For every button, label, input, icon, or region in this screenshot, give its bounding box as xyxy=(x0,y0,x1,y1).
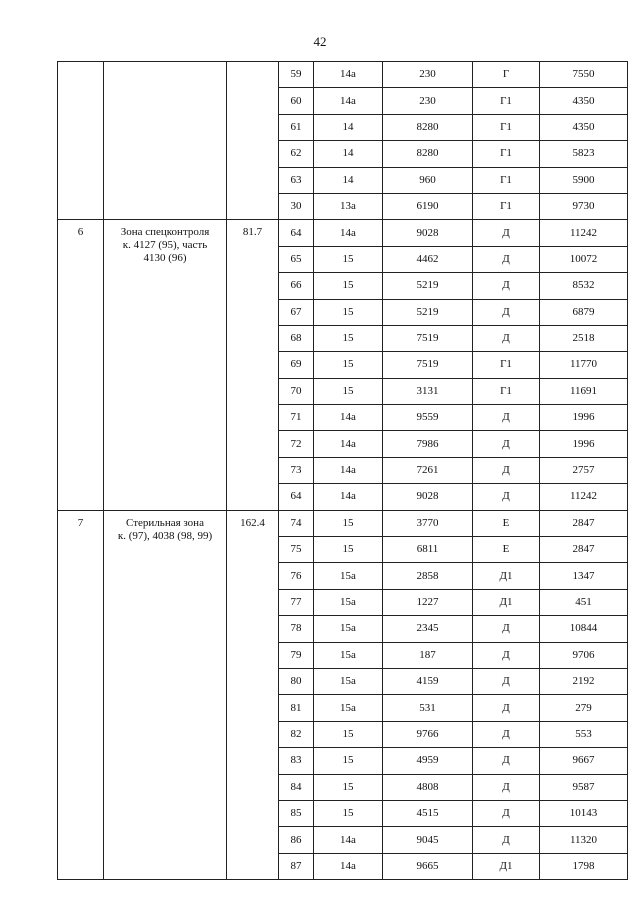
cell-point-number: 81 xyxy=(279,695,314,721)
cell-point-number: 85 xyxy=(279,800,314,826)
cell-type: 14а xyxy=(314,827,383,853)
cell-value: 4159 xyxy=(383,668,473,694)
cell-type: 15 xyxy=(314,510,383,536)
zone-name-line: к. 4127 (95), часть xyxy=(122,239,208,252)
cell-category: Г1 xyxy=(473,114,540,140)
cell-value: 7261 xyxy=(383,457,473,483)
cell-point-number: 73 xyxy=(279,457,314,483)
cell-point-number: 87 xyxy=(279,853,314,879)
cell-amount: 10143 xyxy=(540,800,628,826)
cell-type: 15а xyxy=(314,616,383,642)
cell-point-number: 80 xyxy=(279,668,314,694)
cell-category: Д xyxy=(473,827,540,853)
cell-value: 187 xyxy=(383,642,473,668)
cell-value: 7519 xyxy=(383,325,473,351)
zone-name-line: 4130 (96) xyxy=(143,252,187,265)
cell-value: 4462 xyxy=(383,246,473,272)
cell-point-number: 30 xyxy=(279,193,314,219)
cell-amount: 11242 xyxy=(540,484,628,510)
cell-point-number: 62 xyxy=(279,141,314,167)
cell-amount: 9730 xyxy=(540,193,628,219)
cell-point-number: 70 xyxy=(279,378,314,404)
cell-point-number: 71 xyxy=(279,405,314,431)
cell-value: 4959 xyxy=(383,748,473,774)
cell-amount: 2518 xyxy=(540,325,628,351)
cell-value: 9028 xyxy=(383,484,473,510)
cell-value: 3770 xyxy=(383,510,473,536)
cell-type: 15 xyxy=(314,774,383,800)
cell-category: Д xyxy=(473,800,540,826)
cell-point-number: 69 xyxy=(279,352,314,378)
cell-type: 13а xyxy=(314,193,383,219)
cell-category: Д xyxy=(473,695,540,721)
cell-type: 15а xyxy=(314,589,383,615)
zone-name xyxy=(104,220,227,510)
cell-amount: 9667 xyxy=(540,748,628,774)
cell-point-number: 77 xyxy=(279,589,314,615)
zone-area: 162.4 xyxy=(227,510,279,879)
cell-amount: 1798 xyxy=(540,853,628,879)
cell-value: 7519 xyxy=(383,352,473,378)
cell-amount: 11242 xyxy=(540,220,628,246)
cell-amount: 11691 xyxy=(540,378,628,404)
zone-name xyxy=(104,510,227,879)
cell-category: Д1 xyxy=(473,589,540,615)
cell-point-number: 61 xyxy=(279,114,314,140)
cell-category: Д xyxy=(473,774,540,800)
cell-category: Д xyxy=(473,457,540,483)
cell-value: 230 xyxy=(383,88,473,114)
table-row xyxy=(58,220,628,246)
cell-category: Е xyxy=(473,510,540,536)
cell-point-number: 72 xyxy=(279,431,314,457)
cell-point-number: 86 xyxy=(279,827,314,853)
cell-point-number: 78 xyxy=(279,616,314,642)
cell-type: 14а xyxy=(314,405,383,431)
data-table xyxy=(57,61,628,880)
cell-type: 15 xyxy=(314,325,383,351)
cell-point-number: 63 xyxy=(279,167,314,193)
cell-category: Д xyxy=(473,273,540,299)
cell-type: 14а xyxy=(314,88,383,114)
cell-amount: 7550 xyxy=(540,62,628,88)
cell-amount: 11320 xyxy=(540,827,628,853)
cell-value: 9045 xyxy=(383,827,473,853)
cell-point-number: 68 xyxy=(279,325,314,351)
cell-category: Д1 xyxy=(473,563,540,589)
cell-category: Д xyxy=(473,431,540,457)
cell-value: 6811 xyxy=(383,537,473,563)
cell-point-number: 82 xyxy=(279,721,314,747)
cell-value: 8280 xyxy=(383,114,473,140)
cell-value: 531 xyxy=(383,695,473,721)
cell-value: 8280 xyxy=(383,141,473,167)
cell-point-number: 76 xyxy=(279,563,314,589)
cell-point-number: 79 xyxy=(279,642,314,668)
cell-category: Г1 xyxy=(473,352,540,378)
cell-value: 3131 xyxy=(383,378,473,404)
cell-amount: 279 xyxy=(540,695,628,721)
cell-value: 9766 xyxy=(383,721,473,747)
zone-number: 7 xyxy=(58,510,104,879)
cell-type: 15 xyxy=(314,721,383,747)
cell-value: 9559 xyxy=(383,405,473,431)
cell-amount: 11770 xyxy=(540,352,628,378)
cell-value: 9028 xyxy=(383,220,473,246)
cell-amount: 2847 xyxy=(540,510,628,536)
cell-type: 15 xyxy=(314,537,383,563)
cell-type: 15 xyxy=(314,748,383,774)
cell-amount: 4350 xyxy=(540,88,628,114)
cell-type: 14 xyxy=(314,167,383,193)
cell-point-number: 75 xyxy=(279,537,314,563)
table-body xyxy=(58,62,628,880)
table-row xyxy=(58,62,628,88)
cell-type: 15 xyxy=(314,273,383,299)
cell-type: 14 xyxy=(314,141,383,167)
zone-area xyxy=(227,62,279,220)
table-row xyxy=(58,510,628,536)
cell-category: Д1 xyxy=(473,853,540,879)
cell-amount: 6879 xyxy=(540,299,628,325)
cell-category: Г1 xyxy=(473,193,540,219)
cell-amount: 2757 xyxy=(540,457,628,483)
cell-value: 5219 xyxy=(383,273,473,299)
zone-name xyxy=(104,62,227,220)
cell-value: 6190 xyxy=(383,193,473,219)
cell-category: Д xyxy=(473,668,540,694)
cell-point-number: 64 xyxy=(279,220,314,246)
cell-category: Д xyxy=(473,642,540,668)
cell-point-number: 67 xyxy=(279,299,314,325)
cell-amount: 5900 xyxy=(540,167,628,193)
cell-point-number: 66 xyxy=(279,273,314,299)
zone-number xyxy=(58,62,104,220)
cell-value: 2345 xyxy=(383,616,473,642)
cell-category: Г1 xyxy=(473,141,540,167)
cell-type: 15 xyxy=(314,378,383,404)
cell-value: 9665 xyxy=(383,853,473,879)
cell-point-number: 60 xyxy=(279,88,314,114)
cell-amount: 2847 xyxy=(540,537,628,563)
cell-amount: 9706 xyxy=(540,642,628,668)
zone-name-line: Стерильная зона xyxy=(126,516,204,529)
cell-category: Д xyxy=(473,748,540,774)
cell-category: Д xyxy=(473,721,540,747)
cell-category: Д xyxy=(473,220,540,246)
cell-point-number: 83 xyxy=(279,748,314,774)
cell-value: 5219 xyxy=(383,299,473,325)
cell-value: 4515 xyxy=(383,800,473,826)
cell-amount: 5823 xyxy=(540,141,628,167)
cell-amount: 1996 xyxy=(540,431,628,457)
cell-point-number: 64 xyxy=(279,484,314,510)
cell-value: 960 xyxy=(383,167,473,193)
cell-amount: 4350 xyxy=(540,114,628,140)
cell-amount: 8532 xyxy=(540,273,628,299)
cell-type: 14а xyxy=(314,484,383,510)
cell-type: 14 xyxy=(314,114,383,140)
cell-category: Г1 xyxy=(473,88,540,114)
cell-type: 14а xyxy=(314,62,383,88)
cell-category: Е xyxy=(473,537,540,563)
cell-amount: 10072 xyxy=(540,246,628,272)
cell-amount: 1996 xyxy=(540,405,628,431)
cell-category: Д xyxy=(473,405,540,431)
cell-category: Д xyxy=(473,325,540,351)
cell-amount: 553 xyxy=(540,721,628,747)
cell-category: Г xyxy=(473,62,540,88)
cell-type: 15 xyxy=(314,246,383,272)
cell-category: Д xyxy=(473,299,540,325)
cell-amount: 451 xyxy=(540,589,628,615)
cell-type: 15а xyxy=(314,642,383,668)
cell-value: 7986 xyxy=(383,431,473,457)
cell-point-number: 65 xyxy=(279,246,314,272)
cell-value: 4808 xyxy=(383,774,473,800)
cell-type: 14а xyxy=(314,431,383,457)
cell-amount: 10844 xyxy=(540,616,628,642)
cell-category: Д xyxy=(473,484,540,510)
cell-type: 15 xyxy=(314,352,383,378)
cell-value: 230 xyxy=(383,62,473,88)
cell-value: 1227 xyxy=(383,589,473,615)
cell-amount: 9587 xyxy=(540,774,628,800)
cell-type: 14а xyxy=(314,853,383,879)
zone-name-line: к. (97), 4038 (98, 99) xyxy=(117,529,213,542)
cell-point-number: 84 xyxy=(279,774,314,800)
cell-category: Д xyxy=(473,616,540,642)
cell-category: Д xyxy=(473,246,540,272)
cell-type: 15а xyxy=(314,668,383,694)
cell-type: 14а xyxy=(314,457,383,483)
cell-type: 15 xyxy=(314,800,383,826)
cell-type: 15а xyxy=(314,563,383,589)
cell-category: Г1 xyxy=(473,378,540,404)
cell-value: 2858 xyxy=(383,563,473,589)
zone-area: 81.7 xyxy=(227,220,279,510)
cell-type: 15а xyxy=(314,695,383,721)
cell-point-number: 59 xyxy=(279,62,314,88)
cell-amount: 2192 xyxy=(540,668,628,694)
cell-type: 15 xyxy=(314,299,383,325)
zone-name-line: Зона спецконтроля xyxy=(120,226,210,239)
cell-type: 14а xyxy=(314,220,383,246)
cell-amount: 1347 xyxy=(540,563,628,589)
cell-category: Г1 xyxy=(473,167,540,193)
cell-point-number: 74 xyxy=(279,510,314,536)
zone-number: 6 xyxy=(58,220,104,510)
page-number: 42 xyxy=(313,34,327,49)
